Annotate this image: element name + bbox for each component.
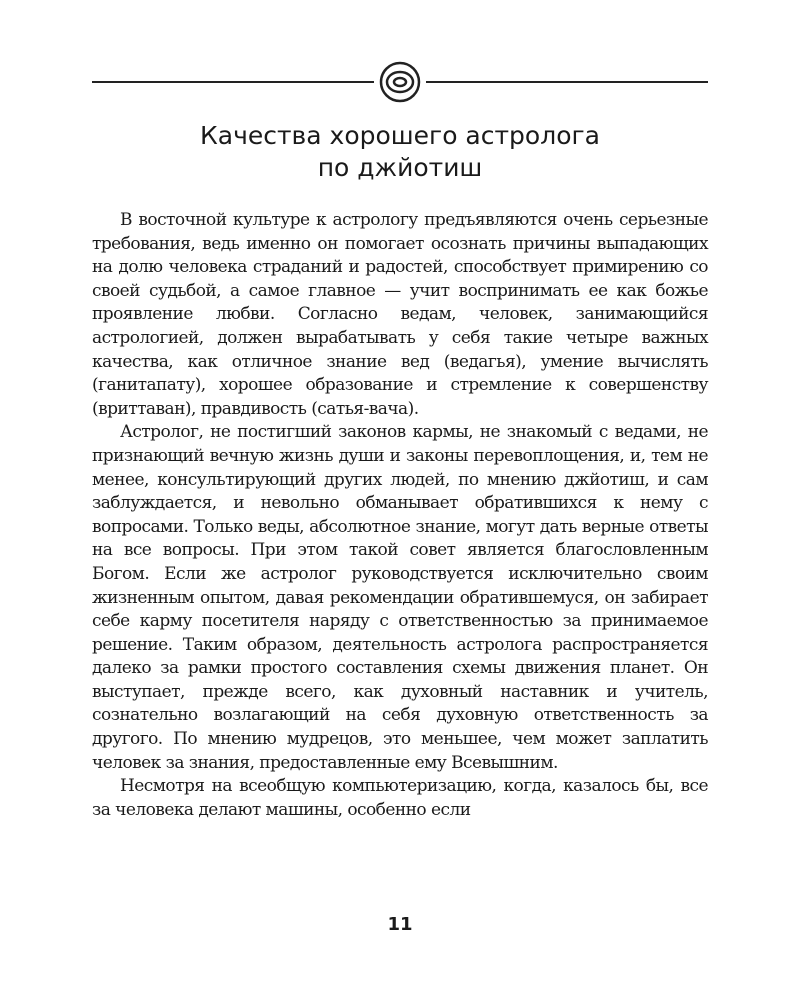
chapter-title-line-2: по джйотиш (317, 153, 483, 182)
paragraph-3: Несмотря на всеобщую компьютеризацию, когда, казалось бы, все за человека делают машины, особенно если (92, 776, 708, 820)
header-ornament (92, 60, 708, 104)
page-number: 11 (387, 914, 413, 935)
ornament-line-left (92, 81, 374, 83)
chapter-title (0, 120, 800, 184)
chapter-title-line-1: Качества хорошего астролога (200, 121, 600, 150)
paragraph-1: В восточной культуре к астрологу предъявляются очень серьезные требования, ведь именно он помогает осознать причины выпадающих на долю человека страданий и радостей, способствует примирению со своей судьбой, а самое главное — учит воспринимать ее как божье проявление любви. Согласно ведам, человек, занимающийся астрологией, должен вырабатывать у себя такие четыре важных качества, как отличное знание вед (ведагья), умение вычислять (ганитапату), хорошее образование и стремление к совершенству (вриттаван), правдивость (сатья-вача). (92, 210, 708, 419)
ornament-line-right (426, 81, 708, 83)
concentric-rings-icon (378, 60, 422, 104)
body-text (92, 209, 708, 822)
paragraph-2: Астролог, не постигший законов кармы, не знакомый с ведами, не признающий вечную жизнь души и законы перевоплощения, и, тем не менее, консультирующий других людей, по мнению джйотиш, и сам заблуждается, и невольно обманывает обратившихся к нему с вопросами. Только веды, абсолютное знание, могут дать верные ответы на все вопросы. При этом такой совет является благословленным Богом. Если же астролог руководствуется исключительно своим жизненным опытом, давая рекомендации обратившемуся, он забирает себе карму посетителя наряду с ответственностью за принимаемое решение. Таким образом, деятельность астролога распространяется далеко за рамки простого составления схемы движения планет. Он выступает, прежде всего, как духовный наставник и учитель, сознательно возлагающий на себя духовную ответственность за другого. По мнению мудрецов, это меньшее, чем может заплатить человек за знания, предоставленные ему Всевышним. (92, 422, 708, 773)
